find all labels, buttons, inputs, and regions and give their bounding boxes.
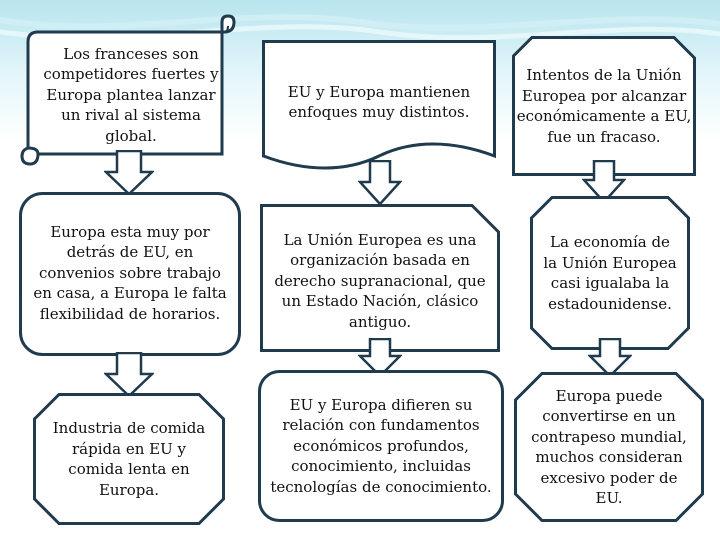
diagram-box-c1-1	[38, 38, 224, 152]
diagram-box-c2-2	[272, 218, 488, 344]
box-text: La economía de la Unión Europea casi igualaba la estadounidense.	[543, 233, 677, 313]
down-arrow	[104, 150, 154, 196]
diagram-box-c3-3	[526, 372, 692, 522]
diagram-box-c2-1	[272, 50, 486, 154]
diagram-box-c3-2	[542, 200, 678, 346]
box-text: Intentos de la Unión Europea por alcanzar económicamente a EU, fue un fracaso.	[516, 66, 692, 146]
box-text: Los franceses son competidores fuertes y Europa plantea lanzar un rival al sistema global.	[43, 44, 219, 145]
diagram-box-c2-3	[268, 374, 494, 518]
box-text: Industria de comida rápida en EU y comida lenta en Europa.	[52, 419, 206, 499]
down-arrow	[104, 352, 154, 398]
down-arrow	[358, 160, 402, 206]
box-text: EU y Europa mantienen enfoques muy distintos.	[287, 82, 471, 121]
diagram-box-c1-2	[30, 198, 230, 348]
diagram-box-c3-1	[516, 40, 692, 172]
diagram-box-c1-3	[48, 398, 210, 520]
box-text: EU y Europa difieren su relación con fundamentos económicos profundos, conocimiento, incluidas tecnologías de conocimiento.	[270, 395, 492, 496]
box-text: Europa puede convertirse en un contrapeso mundial, muchos consideran excesivo poder de EU.	[531, 386, 687, 507]
box-text: Europa esta muy por detrás de EU, en convenios sobre trabajo en casa, a Europa le falta flexibilidad de horarios.	[33, 222, 227, 323]
box-text: La Unión Europea es una organización basada en derecho supranacional, que un Estado Nación, clásico antiguo.	[274, 230, 486, 331]
